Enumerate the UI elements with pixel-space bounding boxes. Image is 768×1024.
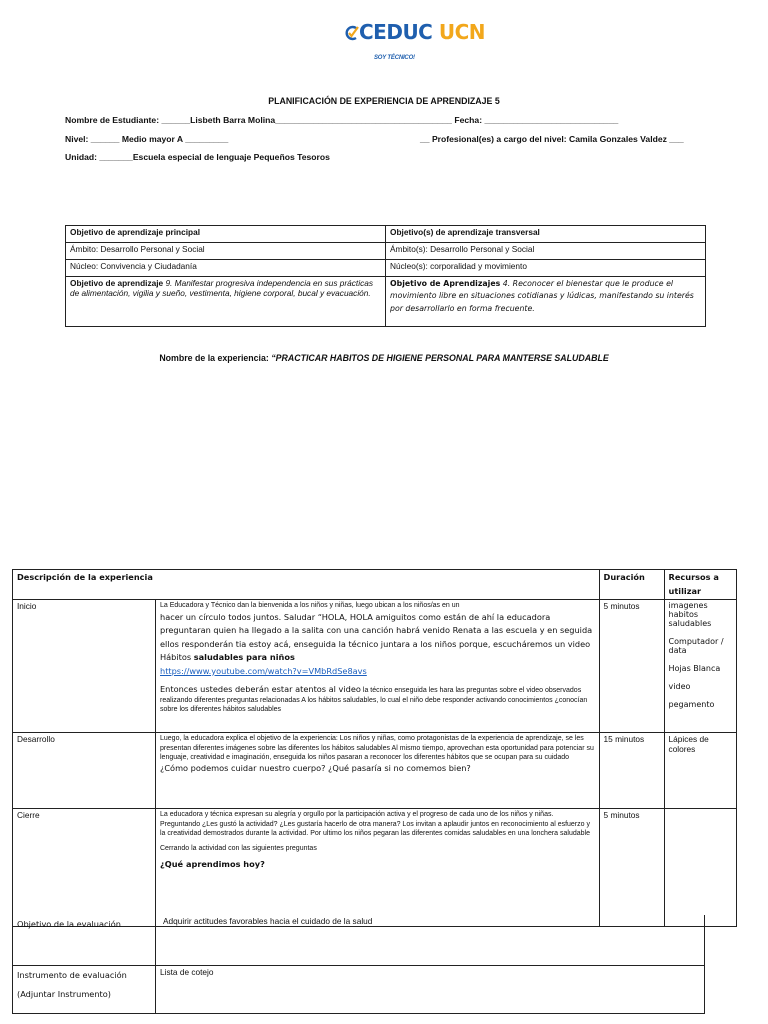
resource-item: Computador / data	[668, 637, 724, 656]
resource-item: video	[668, 682, 691, 692]
oa-main-label: Objetivo de aprendizaje	[70, 278, 164, 288]
desarrollo-duration: 15 minutos	[599, 733, 664, 809]
oa-transversal	[386, 277, 706, 327]
cierre-question: ¿Qué aprendimos hoy?	[160, 858, 265, 869]
level-line: Nivel: ______ Medio mayor A _________	[65, 134, 229, 144]
evaluation-instrument-note: (Adjuntar Instrumento)	[17, 989, 111, 1000]
desarrollo-text: Luego, la educadora explica el objetivo de la experiencia: Los niños y niñas, como protagonistas de la experiencia de aprendizaje, se les presentan diferentes imágenes sobre las diferentes los hábitos saludables Al mismo tiempo, aprovechan esta oportunidad para potenciar su lenguaje, creatividad e imaginación, enseguida los niños pasaran a reconocer los diferentes hábitos que se ocupan para su cuidado	[160, 735, 594, 761]
inicio-duration: 5 minutos	[599, 600, 664, 733]
ambito-transversal: Ámbito(s): Desarrollo Personal y Social	[386, 243, 706, 260]
cierre-duration: 5 minutos	[599, 809, 664, 927]
desarrollo-label: Desarrollo	[13, 733, 156, 809]
oa-transversal-label: Objetivo de Aprendizajes	[390, 279, 501, 288]
nucleo-transversal: Núcleo(s): corporalidad y movimiento	[386, 260, 706, 277]
evaluation-instrument-value: Lista de cotejo	[156, 965, 705, 1013]
desarrollo-question: ¿Cómo podemos cuidar nuestro cuerpo? ¿Qué pasaría si no comemos bien?	[160, 763, 471, 774]
experience-head-resources: Recursos a utilizar	[664, 570, 736, 600]
experience-name	[0, 353, 768, 363]
experience-row-cierre	[13, 809, 737, 927]
desarrollo-description	[156, 733, 600, 809]
experience-row-desarrollo	[13, 733, 737, 809]
evaluation-instrument-label: Instrumento de evaluación	[17, 969, 127, 980]
evaluation-table	[12, 915, 705, 1014]
inicio-label: Inicio	[13, 600, 156, 733]
inicio-resources	[664, 600, 736, 733]
experience-row-inicio	[13, 600, 737, 733]
logo-tagline: SOY TÉCNICO!	[374, 55, 415, 61]
evaluation-objective-row	[13, 915, 705, 965]
student-line: Nombre de Estudiante: ______Lisbeth Barra Molina_____________________________________ Fecha: ____________________________	[65, 115, 619, 125]
cierre-resources	[664, 809, 736, 927]
oa-main-text: 9. Manifestar progresiva independencia en sus prácticas de alimentación, vigilia y sueño, vestimenta, higiene corporal, bucal y evacuación.	[70, 278, 373, 298]
cierre-text-2: Cerrando la actividad con las siguientes preguntas	[160, 845, 317, 853]
ambito-main: Ámbito: Desarrollo Personal y Social	[66, 243, 386, 260]
experience-table	[12, 569, 737, 927]
experience-name-label: Nombre de la experiencia:	[159, 353, 272, 363]
inicio-text-1: La Educadora y Técnico dan la bienvenida a los niños y niñas, luego ubican a los niños/as en un	[160, 602, 460, 610]
experience-head-description: Descripción de la experiencia	[13, 570, 600, 600]
ceduc-ucn-logo	[345, 20, 485, 72]
evaluation-objective-label: Objetivo de la evaluación	[13, 915, 156, 965]
oa-transversal-text: 4. Reconocer el bienestar que le produce el movimiento libre en situaciones cotidianas y lúdicas, manifestando su interés por desarrollarlo en forma frecuente.	[390, 279, 694, 313]
resource-item: Hojas Blanca	[668, 664, 721, 674]
experience-head-duration: Duración	[599, 570, 664, 600]
oa-main	[66, 277, 386, 327]
video-link[interactable]: https://www.youtube.com/watch?v=VMbRdSe8avs	[160, 665, 367, 676]
desarrollo-resources: Lápices de colores	[664, 733, 736, 809]
unit-line: Unidad: _______Escuela especial de lenguaje Pequeños Tesoros	[65, 152, 330, 162]
professional-line: __ Profesional(es) a cargo del nivel: Camila Gonzales Valdez ___	[420, 134, 684, 144]
cierre-label: Cierre	[13, 809, 156, 927]
cierre-text-1: La educadora y técnica expresan su alegría y orgullo por la participación activa y el progreso de cada uno de los niños y niñas. Preguntando ¿Les gustó la actividad? ¿Les gustaría hacerlo de otra manera? Los invitan a aplaudir juntos en reconocimiento al esfuerzo y la creatividad demostrados durante la actividad. Por ultimo los niños pegaran las diferentes comidas saludables en una lonchera saludable	[160, 811, 590, 837]
experience-name-value: “PRACTICAR HABITOS DE HIGIENE PERSONAL PARA MANTERSE SALUDABLE	[271, 353, 609, 363]
cierre-description	[156, 809, 600, 927]
objectives-head-transversal: Objetivo(s) de aprendizaje transversal	[386, 226, 706, 243]
resource-item: pegamento	[668, 700, 715, 710]
inicio-description	[156, 600, 600, 733]
evaluation-objective-value: Adquirir actitudes favorables hacia el cuidado de la salud	[156, 915, 705, 965]
logo-ucn-text: UCN	[438, 20, 485, 44]
resource-item: imagenes habitos saludables	[668, 601, 712, 629]
logo-ceduc-text: CEDUC	[359, 20, 433, 44]
evaluation-instrument-row	[13, 965, 705, 1013]
inicio-text-2: hacer un círculo todos juntos. Saludar “HOLA, HOLA amiguitos como están de ahí la educadora preguntaran quien ha llegado a la salita con una canción habrá venido Renata a las escuela y en seguida ellos responderán tia estoy acá, enseguida la técnico juntara a los niños porque, escucháremos un video Hábitos saludables para niños https://www.youtube.com/watch?v=VMbRdSe8avs	[160, 611, 593, 676]
logo-wordmark	[345, 20, 485, 44]
logo-check-icon	[345, 25, 359, 41]
objectives-head-main: Objetivo de aprendizaje principal	[66, 226, 386, 243]
evaluation-instrument-cell	[13, 965, 156, 1013]
page-title: PLANIFICACIÓN DE EXPERIENCIA DE APRENDIZAJE 5	[268, 96, 500, 106]
objectives-table	[65, 225, 706, 327]
nucleo-main: Núcleo: Convivencia y Ciudadanía	[66, 260, 386, 277]
inicio-text-3: Entonces ustedes deberán estar atentos al video la técnico enseguida les hara las preguntas sobre el video observados realizando diferentes preguntas relacionadas A los hábitos saludables, lo cual el niño debe responder activando conocimientos ¿conocían sobre los diferentes hábitos saludables	[160, 684, 588, 714]
